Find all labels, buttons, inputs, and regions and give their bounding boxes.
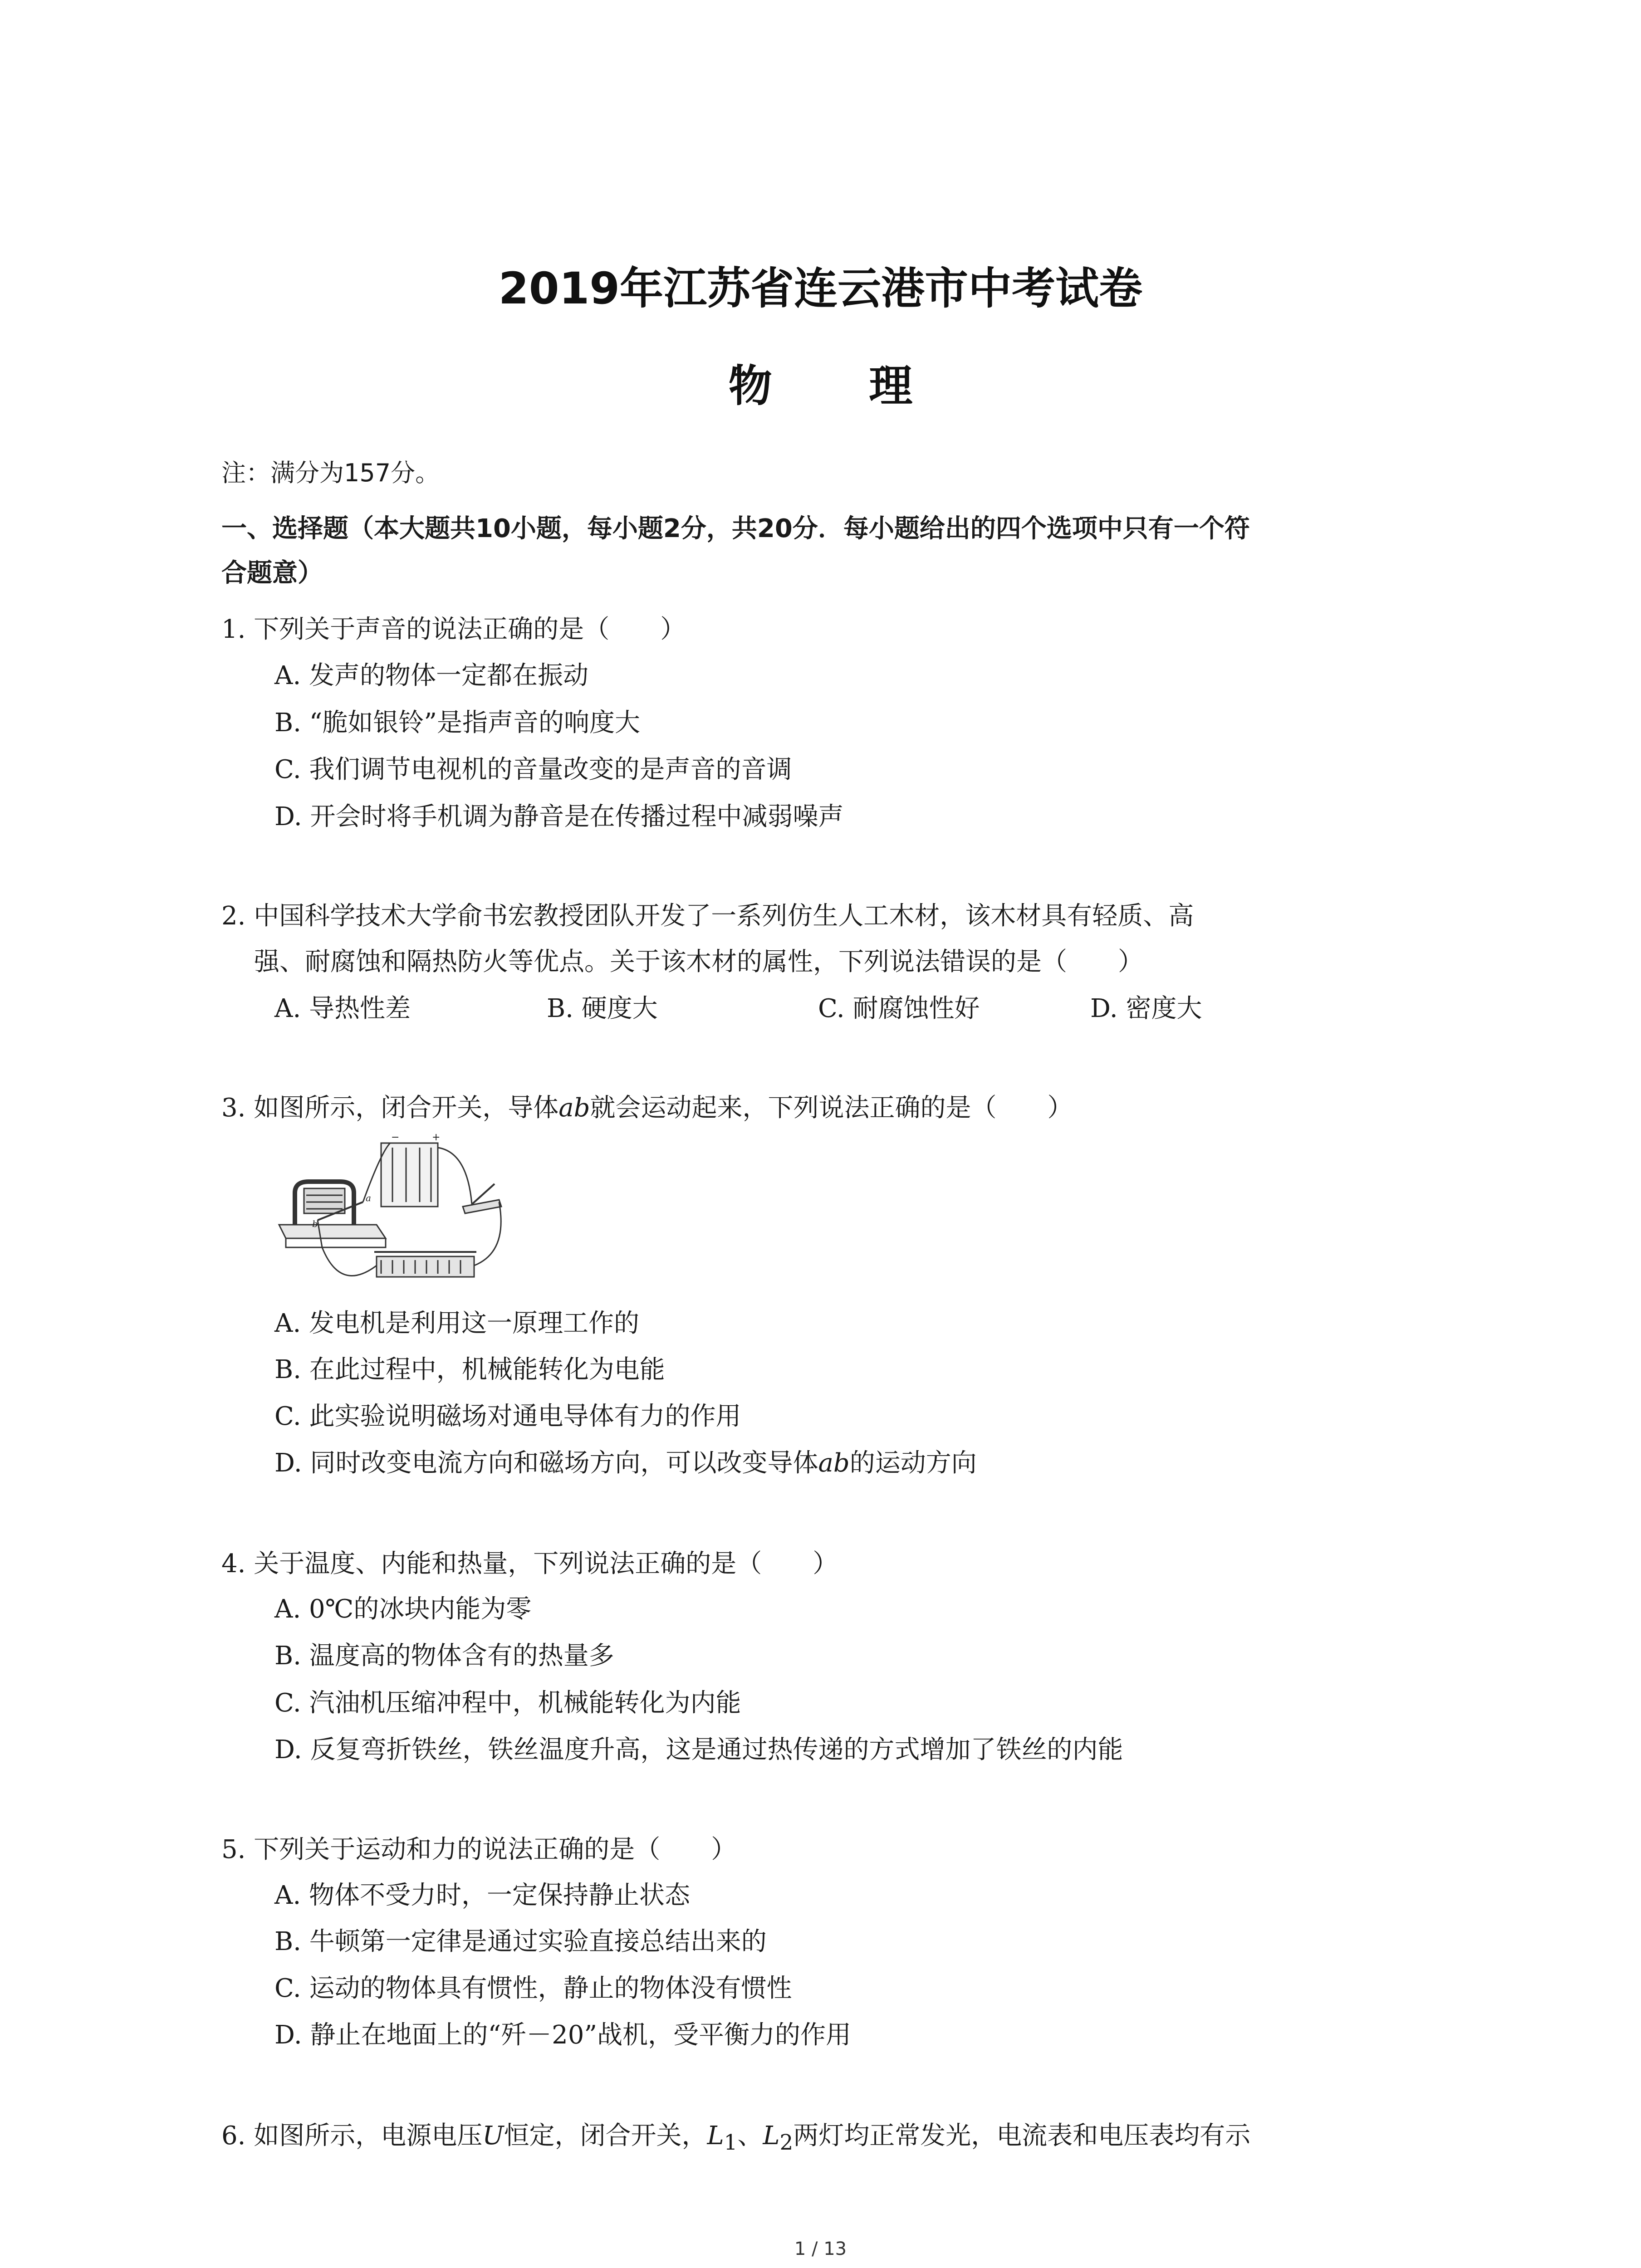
question-6-text	[221, 2119, 1250, 2160]
question-4-option-c[interactable]: C. 汽油机压缩冲程中，机械能转化为内能	[274, 1688, 741, 1718]
question-2-text-line1: 2. 中国科学技术大学俞书宏教授团队开发了一系列仿生人工木材，该木材具有轻质、高	[221, 901, 1194, 931]
question-2-option-c[interactable]: C. 耐腐蚀性好	[818, 994, 980, 1023]
question-2-option-a[interactable]: A. 导热性差	[274, 994, 411, 1023]
question-2-text-line2: 强、耐腐蚀和隔热防火等优点。关于该木材的属性，下列说法错误的是（ ）	[254, 947, 1143, 977]
question-3-option-a[interactable]: A. 发电机是利用这一原理工作的	[274, 1309, 640, 1338]
rheostat	[377, 1256, 474, 1277]
switch-base	[463, 1200, 501, 1213]
question-3-text-post: 就会运动起来，下列说法正确的是（ ）	[590, 1093, 1073, 1123]
question-1-option-c[interactable]: C. 我们调节电视机的音量改变的是声音的音调	[274, 755, 792, 784]
question-2-option-d[interactable]: D. 密度大	[1090, 994, 1202, 1023]
question-4-text: 4. 关于温度、内能和热量，下列说法正确的是（ ）	[221, 1549, 838, 1579]
question-1-option-a[interactable]: A. 发声的物体一定都在振动	[274, 661, 589, 690]
question-6-separator: 、	[737, 2121, 763, 2151]
wire-battery-switch	[438, 1148, 472, 1204]
question-4-option-a[interactable]: A. 0℃的冰块内能为零	[274, 1594, 532, 1624]
battery	[381, 1143, 438, 1207]
magnet-block	[304, 1188, 345, 1213]
conductor-b-label: b	[312, 1218, 318, 1229]
question-6-lamp1-symbol: L	[707, 2121, 724, 2151]
magnet-base-side	[286, 1238, 386, 1247]
question-5-option-c[interactable]: C. 运动的物体具有惯性，静止的物体没有惯性	[274, 1974, 792, 2003]
question-4-option-b[interactable]: B. 温度高的物体含有的热量多	[274, 1641, 614, 1671]
question-5-option-d[interactable]: D. 静止在地面上的“歼－20”战机，受平衡力的作用	[274, 2020, 852, 2050]
document-title: 2019年江苏省连云港市中考试卷	[498, 263, 1143, 314]
magnet-base	[279, 1225, 386, 1238]
question-5-option-b[interactable]: B. 牛顿第一定律是通过实验直接总结出来的	[274, 1927, 767, 1956]
question-6-lamp1-subscript: 1	[724, 2131, 738, 2156]
question-4-option-d[interactable]: D. 反复弯折铁丝，铁丝温度升高，这是通过热传递的方式增加了铁丝的内能	[274, 1735, 1123, 1765]
question-2-option-b[interactable]: B. 硬度大	[547, 994, 658, 1023]
question-3-text-variable: ab	[558, 1093, 590, 1123]
document-subject: 物 理	[728, 361, 954, 411]
question-1-option-d[interactable]: D. 开会时将手机调为静音是在传播过程中减弱噪声	[274, 802, 844, 831]
question-1-text: 1. 下列关于声音的说法正确的是（ ）	[221, 615, 686, 644]
page-number: 1 / 13	[794, 2239, 847, 2259]
question-5-option-a[interactable]: A. 物体不受力时，一定保持静止状态	[274, 1881, 691, 1910]
question-3-option-b[interactable]: B. 在此过程中，机械能转化为电能	[274, 1355, 665, 1384]
question-2-options	[274, 992, 1409, 1026]
question-6-voltage-symbol: U	[482, 2121, 504, 2151]
question-3-option-c[interactable]: C. 此实验说明磁场对通电导体有力的作用	[274, 1402, 741, 1431]
question-1-option-b[interactable]: B. “脆如银铃”是指声音的响度大	[274, 708, 641, 738]
battery-plus-label: +	[432, 1134, 441, 1143]
question-3-option-d-variable: ab	[818, 1448, 850, 1478]
section-heading-line2: 合题意）	[221, 558, 323, 588]
question-3-text-pre: 3. 如图所示，闭合开关，导体	[221, 1093, 559, 1123]
question-6-lamp2-symbol: L	[763, 2121, 780, 2151]
question-3-option-d-pre: D. 同时改变电流方向和磁场方向，可以改变导体	[274, 1448, 818, 1478]
question-3-option-d[interactable]	[274, 1446, 977, 1481]
question-6-text-post: 两灯均正常发光，电流表和电压表均有示	[793, 2121, 1251, 2151]
question-3-text	[221, 1091, 1073, 1125]
motor-experiment-figure	[272, 1134, 517, 1297]
conductor-a-label: a	[366, 1193, 371, 1203]
question-5-text: 5. 下列关于运动和力的说法正确的是（ ）	[221, 1835, 737, 1864]
question-6-lamp2-subscript: 2	[779, 2131, 794, 2156]
question-3-option-d-post: 的运动方向	[849, 1448, 977, 1478]
question-6-text-pre: 6. 如图所示，电源电压	[221, 2121, 483, 2151]
question-6-text-mid: 恒定，闭合开关，	[504, 2121, 707, 2151]
section-heading-line1: 一、选择题（本大题共10小题，每小题2分，共20分．每小题给出的四个选项中只有一个符	[221, 514, 1250, 543]
battery-minus-label: −	[391, 1134, 400, 1143]
score-note: 注：满分为157分。	[221, 459, 440, 487]
